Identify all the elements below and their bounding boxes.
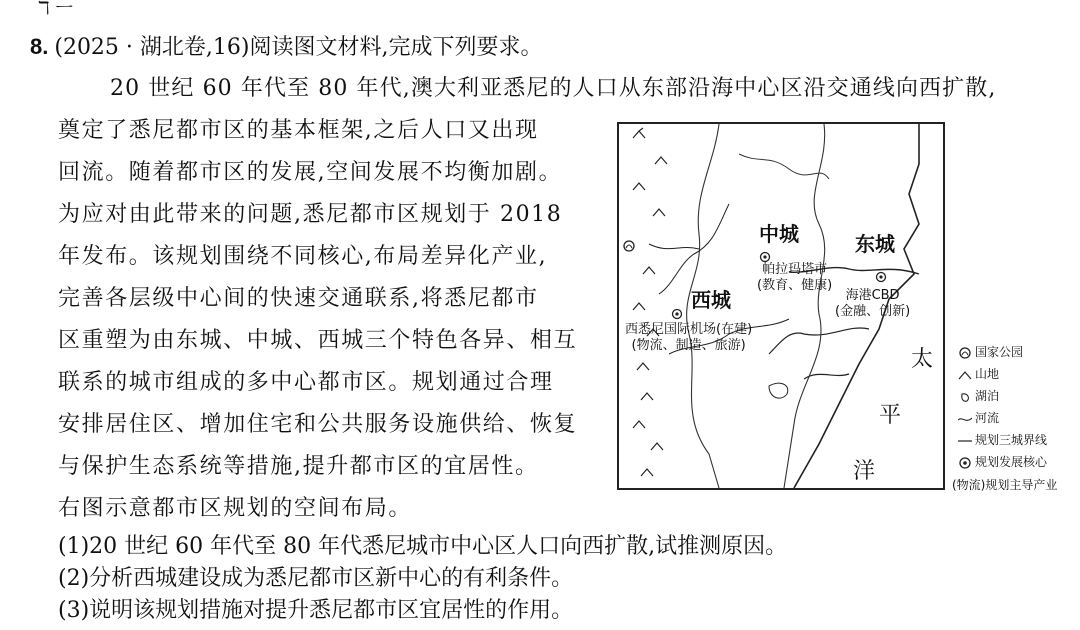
sub-question-2: (2)分析西城建设成为悉尼都市区新中心的有利条件。 [58,566,574,591]
ocean-char-3: 洋 [853,459,876,484]
bay [804,374,849,379]
passage-line: 奠定了悉尼都市区的基本框架,之后人口又出现 [58,118,539,143]
passage-line: 联系的城市组成的多中心都市区。规划通过合理 [58,370,554,395]
mountain-symbols [633,128,667,476]
passage-line: 回流。随着都市区的发展,空间发展不均衡加剧。 [58,160,563,185]
parramatta-label [757,262,832,294]
core-circle-icon [958,456,972,470]
passage-line: 区重塑为由东城、中城、西城三个特色各异、相互 [58,328,578,353]
harbour-cbd-industry: (金融、创新) [835,304,911,319]
river [649,244,699,249]
legend-river: 河流 [958,410,999,426]
question-source: (2025 · 湖北卷,16)阅读图文材料,完成下列要求。 [54,35,543,60]
national-park-symbol [624,241,634,251]
question-heading [30,30,542,65]
harbour-cbd-label [835,288,910,320]
ocean-char-2: 平 [879,403,902,428]
east-city-label: 东城 [855,232,895,256]
lake-icon [958,390,972,404]
legend-boundary: 规划三城界线 [958,432,1047,448]
parramatta-name: 帕拉玛塔市 [762,262,828,277]
legend-core: 规划发展核心 [958,454,1047,470]
sydney-map [617,122,945,490]
national-park-icon [958,346,972,360]
mountain-icon [958,368,972,382]
parramatta-industry: (教育、健康) [757,278,833,293]
legend-mountain: 山地 [958,366,999,382]
passage-line: 完善各层级中心间的快速交通联系,将悉尼都市 [58,286,539,311]
ocean-char-1: 太 [911,347,934,372]
west-city-label: 西城 [691,288,731,312]
bay [769,328,869,354]
passage-line: 安排居住区、增加住宅和公共服务设施供给、恢复 [58,412,578,437]
lake [769,383,788,398]
airport-name: 西悉尼国际机场(在建) [625,322,753,337]
central-city-label: 中城 [759,222,799,246]
river-icon [958,412,972,426]
legend-national-park: 国家公园 [958,344,1023,360]
boundary-north [739,154,829,179]
airport-label [625,322,752,354]
question-number: 8. [30,34,49,59]
legend-lake: 湖泊 [958,388,999,404]
airport-industry: (物流、制造、旅游) [631,338,746,353]
boundary-central [784,124,825,488]
legend-industry-note: (物流)规划主导产业 [952,478,1058,492]
passage-line: 右图示意都市区规划的空间布局。 [58,496,413,521]
sub-question-1: (1)20 世纪 60 年代至 80 年代悉尼城市中心区人口向西扩散,试推测原因。 [58,534,788,559]
harbour-cbd-name: 海港CBD [845,288,900,303]
header-mark: ℸ ㅡ [38,0,73,19]
sub-question-3: (3)说明该规划措施对提升悉尼都市区宜居性的作用。 [58,598,574,623]
boundary-line-icon [958,434,972,448]
passage-line: 为应对由此带来的问题,悉尼都市区规划于 2018 [58,202,563,227]
passage-line: 与保护生态系统等措施,提升都市区的宜居性。 [58,454,539,479]
passage-line: 年发布。该规划围绕不同核心,布局差异化产业, [58,244,548,269]
passage-line: 20 世纪 60 年代至 80 年代,澳大利亚悉尼的人口从东部沿海中心区沿交通线向西扩散, [110,76,997,101]
